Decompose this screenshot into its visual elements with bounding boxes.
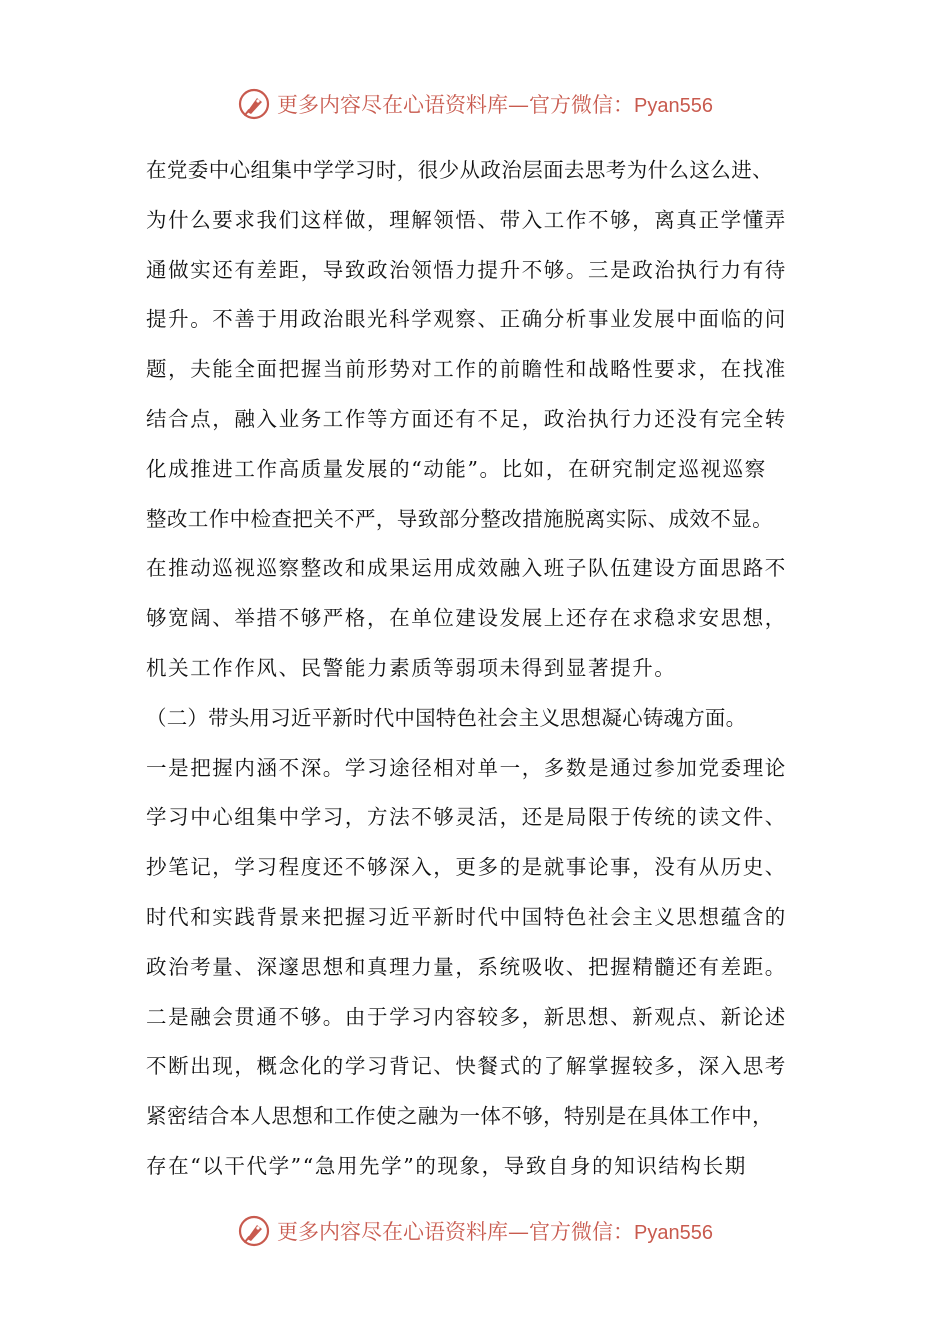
watermark-id: Pyan556 — [634, 1222, 713, 1244]
document-body — [146, 146, 816, 1192]
section-heading: （二）带头用习近平新时代中国特色社会主义思想凝心铸魂方面。 — [146, 705, 747, 730]
body-line-21: 存在“以干代学”“急用先学”的现象，导致自身的知识结构长期 — [146, 1153, 747, 1178]
body-line-7: 化成推进工作高质量发展的“动能”。比如，在研究制定巡视巡察 — [146, 456, 767, 481]
body-line-19: 不断出现，概念化的学习背记、快餐式的了解掌握较多，深入思考 — [146, 1054, 787, 1079]
body-line-10: 够宽阔、举措不够严格，在单位建设发展上还存在求稳求安思想， — [146, 606, 787, 631]
body-line-11: 机关工作作风、民警能力素质等弱项未得到显著提升。 — [146, 655, 677, 680]
body-line-8: 整改工作中检查把关不严，导致部分整改措施脱离实际、成效不显。 — [146, 506, 773, 531]
watermark-text — [277, 1216, 713, 1246]
watermark-id: Pyan556 — [634, 95, 713, 117]
body-line-14: 学习中心组集中学习，方法不够灵活，还是局限于传统的读文件、 — [146, 805, 787, 830]
pen-nib-icon — [237, 87, 271, 121]
watermark-label: 官方微信： — [529, 1220, 635, 1244]
body-line-1: 在党委中心组集中学学习时，很少从政治层面去思考为什么这么进、 — [146, 158, 773, 182]
header-watermark — [0, 84, 950, 124]
watermark-separator: — — [508, 1220, 530, 1244]
body-line-13: 一是把握内涵不深。学习途径相对单一，多数是通过参加党委理论 — [146, 755, 787, 780]
watermark-main: 更多内容尽在心语资料库 — [277, 1220, 509, 1244]
body-line-3: 通做实还有差距，导致政治领悟力提升不够。三是政治执行力有待 — [146, 257, 787, 282]
body-line-9: 在推动巡视巡察整改和成果运用成效融入班子队伍建设方面思路不 — [146, 556, 787, 581]
body-line-5: 题，夫能全面把握当前形势对工作的前瞻性和战略性要求，在找准 — [146, 357, 787, 382]
body-line-16: 时代和实践背景来把握习近平新时代中国特色社会主义思想蕴含的 — [146, 904, 787, 929]
watermark-label: 官方微信： — [529, 93, 635, 117]
body-line-2: 为什么要求我们这样做，理解领悟、带入工作不够，离真正学懂弄 — [146, 207, 787, 232]
body-line-20: 紧密结合本人思想和工作使之融为一体不够，特别是在具体工作中， — [146, 1104, 773, 1129]
body-line-15: 抄笔记，学习程度还不够深入，更多的是就事论事，没有从历史、 — [146, 855, 787, 880]
body-line-4: 提升。不善于用政治眼光科学观察、正确分析事业发展中面临的问 — [146, 307, 787, 332]
body-line-6: 结合点，融入业务工作等方面还有不足，政治执行力还没有完全转 — [146, 406, 787, 431]
watermark-text — [277, 89, 713, 119]
body-line-17: 政治考量、深邃思想和真理力量，系统吸收、把握精髓还有差距。 — [146, 954, 787, 979]
watermark-main: 更多内容尽在心语资料库 — [277, 93, 509, 117]
watermark-separator: — — [508, 93, 530, 117]
footer-watermark — [0, 1211, 950, 1251]
pen-nib-icon — [237, 1214, 271, 1248]
body-line-18: 二是融会贯通不够。由于学习内容较多，新思想、新观点、新论述 — [146, 1004, 787, 1029]
